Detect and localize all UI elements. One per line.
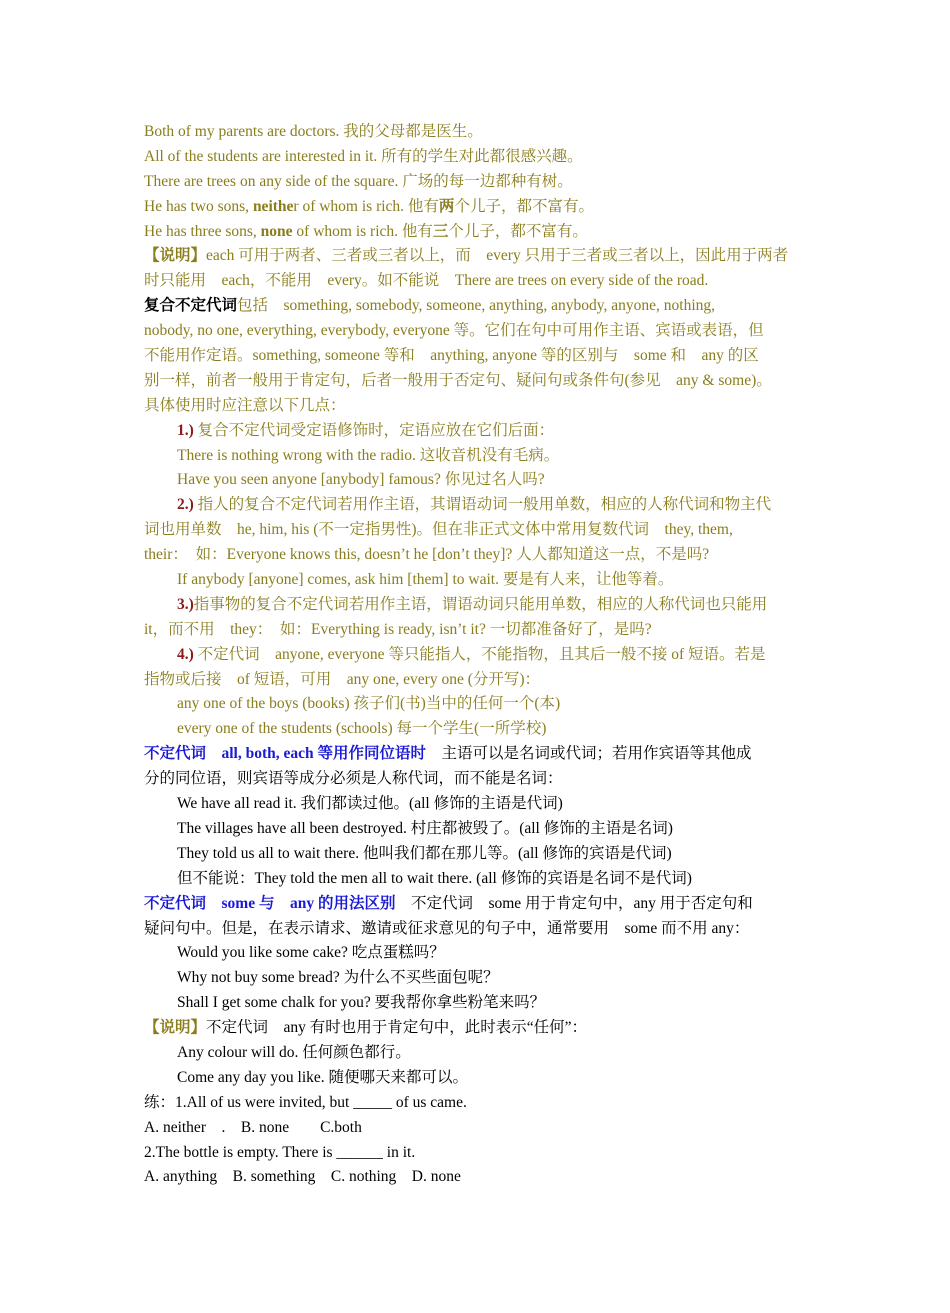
text-run: A. neither . B. none C.both [144, 1118, 362, 1136]
text-line [144, 319, 810, 344]
text-line [144, 842, 810, 867]
text-line [144, 568, 810, 593]
text-run: Would you like some cake? 吃点蛋糕吗？ [177, 944, 445, 962]
text-run: Why not buy some bread? 为什么不买些面包呢？ [177, 969, 499, 987]
text-run: 别一样，前者一般用于肯定句，后者一般用于否定句、疑问句或条件句(参见 any & some)。 [144, 371, 772, 389]
text-run: 练：1.All of us were invited, but _____ of us came. [144, 1093, 467, 1111]
text-line [144, 419, 810, 444]
text-run: 3.) [177, 595, 194, 613]
text-run: 复合不定代词受定语修饰时，定语应放在它们后面： [193, 421, 555, 439]
text-line [144, 643, 810, 668]
text-line [144, 468, 810, 493]
text-run: 具体使用时应注意以下几点： [144, 396, 346, 414]
text-run: 指人的复合不定代词若用作主语，其谓语动词一般用单数，相应的人称代词和物主代 [193, 496, 772, 514]
text-line [144, 593, 810, 618]
text-run: 不定代词 anyone, everyone 等只能指人，不能指物，且其后一般不接 of 短语。若是 [193, 645, 766, 663]
text-run: There is nothing wrong with the radio. 这收音机没有毛病。 [177, 446, 560, 464]
text-line [144, 543, 810, 568]
text-line [144, 1091, 810, 1116]
text-line [144, 294, 810, 319]
text-line [144, 244, 810, 269]
text-line [144, 692, 810, 717]
text-run: 【说明】 [144, 1019, 207, 1037]
text-run: 词也用单数 he, him, his (不一定指男性)。但在非正式文体中常用复数代词 they, them, [144, 521, 733, 539]
text-run: it，而不用 they： 如：Everything is ready, isn’t it? 一切都准备好了，是吗? [144, 620, 652, 638]
text-line [144, 195, 810, 220]
text-run: Have you seen anyone [anybody] famous? 你见过名人吗? [177, 471, 545, 489]
text-line [144, 618, 810, 643]
text-line [144, 1041, 810, 1066]
text-line [144, 991, 810, 1016]
text-line [144, 767, 810, 792]
text-run: 指事物的复合不定代词若用作主语，谓语动词只能用单数，相应的人称代词也只能用 [193, 595, 768, 613]
text-run: 2.The bottle is empty. There is ______ in it. [144, 1143, 416, 1161]
text-run: 1.) [177, 421, 194, 439]
text-line [144, 518, 810, 543]
text-line [144, 717, 810, 742]
text-line [144, 220, 810, 245]
text-run: 三 [432, 222, 449, 240]
text-run: 不定代词 some 用于肯定句中，any 用于否定句和 [395, 894, 753, 912]
text-line [144, 1165, 810, 1190]
text-run: 两 [438, 197, 455, 215]
text-line [144, 269, 810, 294]
text-run: 个儿子，都不富有。 [454, 197, 594, 215]
text-line [144, 444, 810, 469]
text-run: 不定代词 some 与 any 的用法区别 [144, 894, 396, 912]
text-run: Come any day you like. 随便哪天来都可以。 [177, 1068, 469, 1086]
text-run: He has two sons, [144, 197, 253, 215]
text-run: 个儿子，都不富有。 [448, 222, 588, 240]
text-run: 疑问句中。但是，在表示请求、邀请或征求意见的句子中，通常要用 some 而不用 any： [144, 919, 750, 937]
text-line [144, 120, 810, 145]
text-line [144, 394, 810, 419]
text-run: 4.) [177, 645, 194, 663]
text-line [144, 742, 810, 767]
text-line [144, 145, 810, 170]
text-run: 时只能用 each，不能用 every。如不能说 There are trees on every side of the road. [144, 272, 709, 290]
text-line [144, 170, 810, 195]
text-line [144, 1066, 810, 1091]
text-run: If anybody [anyone] comes, ask him [them] to wait. 要是有人来，让他等着。 [177, 571, 674, 589]
text-line [144, 493, 810, 518]
text-line [144, 1116, 810, 1141]
text-run: their： 如：Everyone knows this, doesn’t he [don’t they]? 人人都知道这一点，不是吗? [144, 546, 710, 564]
text-run: They told us all to wait there. 他叫我们都在那儿等。(all 修饰的宾语是代词) [177, 844, 672, 862]
text-run: 【说明】 [144, 247, 207, 265]
text-run: of whom is rich. 他有 [292, 222, 433, 240]
text-line [144, 1016, 810, 1041]
text-run: nobody, no one, everything, everybody, everyone 等。它们在句中可用作主语、宾语或表语，但 [144, 322, 764, 340]
text-run: 但不能说：They told the men all to wait there. (all 修饰的宾语是名词不是代词) [177, 869, 692, 887]
text-run: 复合不定代词 [144, 297, 238, 315]
text-run: r of whom is rich. 他有 [293, 197, 439, 215]
text-run: The villages have all been destroyed. 村庄都被毁了。(all 修饰的主语是名词) [177, 819, 673, 837]
text-run: 2.) [177, 496, 194, 514]
text-run: We have all read it. 我们都读过他。(all 修饰的主语是代词) [177, 795, 563, 813]
text-run: He has three sons, [144, 222, 261, 240]
text-run: none [260, 222, 293, 240]
text-run: 指物或后接 of 短语，可用 any one, every one (分开写)： [144, 670, 541, 688]
text-run: any one of the boys (books) 孩子们(书)当中的任何一个(本) [177, 695, 561, 713]
text-run: Any colour will do. 任何颜色都行。 [177, 1043, 411, 1061]
text-line [144, 966, 810, 991]
text-run: every one of the students (schools) 每一个学生(一所学校) [177, 720, 547, 738]
text-line [144, 668, 810, 693]
text-run: 不定代词 any 有时也用于肯定句中，此时表示“任何”： [206, 1019, 588, 1037]
text-run: each 可用于两者、三者或三者以上，而 every 只用于三者或三者以上，因此用于两者 [206, 247, 789, 265]
document-page [144, 120, 810, 1190]
text-run: 不能用作定语。something, someone 等和 anything, anyone 等的区别与 some 和 any 的区 [144, 347, 759, 365]
text-run: Both of my parents are doctors. 我的父母都是医生。 [144, 123, 483, 140]
text-run: There are trees on any side of the square. 广场的每一边都种有树。 [144, 172, 573, 190]
text-line [144, 892, 810, 917]
text-run: A. anything B. something C. nothing D. none [144, 1168, 461, 1186]
text-run: Shall I get some chalk for you? 要我帮你拿些粉笔来吗？ [177, 994, 546, 1012]
text-line [144, 941, 810, 966]
text-line [144, 792, 810, 817]
text-run: 主语可以是名词或代词；若用作宾语等其他成 [426, 745, 752, 763]
text-run: 包括 something, somebody, someone, anything, anybody, anyone, nothing, [237, 297, 716, 315]
text-run: All of the students are interested in it. 所有的学生对此都很感兴趣。 [144, 147, 583, 165]
text-line [144, 917, 810, 942]
text-line [144, 817, 810, 842]
text-run: neithe [252, 197, 294, 215]
text-run: 分的同位语，则宾语等成分必须是人称代词，而不能是名词： [144, 770, 563, 788]
text-line [144, 344, 810, 369]
text-line [144, 867, 810, 892]
text-line [144, 1141, 810, 1166]
text-run: 不定代词 all, both, each 等用作同位语时 [144, 745, 427, 763]
text-line [144, 369, 810, 394]
